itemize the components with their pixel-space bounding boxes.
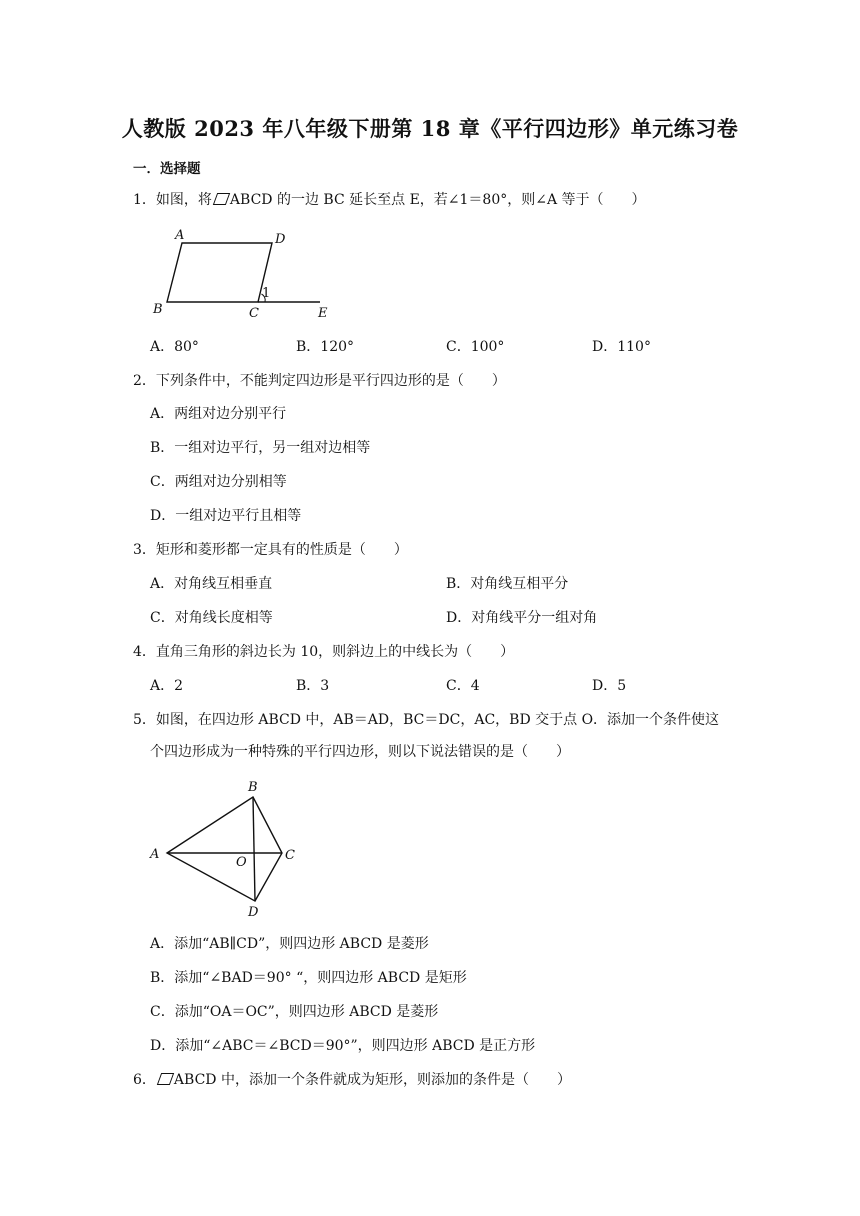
q3-option-d[interactable]: D．对角线平分一组对角: [446, 610, 598, 626]
label-c: C: [249, 306, 259, 321]
label-o: O: [236, 855, 247, 870]
question-1-figure: [145, 225, 345, 325]
q4-option-d[interactable]: D．5: [592, 678, 627, 694]
q3-option-a[interactable]: A．对角线互相垂直: [150, 576, 273, 592]
question-5-line-1: 5．如图，在四边形 ABCD 中，AB＝AD，BC＝DC，AC，BD 交于点 O．添加一个条件使这: [133, 712, 720, 728]
question-1-number: 1．: [133, 192, 156, 208]
parallelogram-symbol-icon: [157, 1073, 174, 1085]
q5-option-d[interactable]: D．添加“∠ABC＝∠BCD＝90°”，则四边形 ABCD 是正方形: [150, 1038, 536, 1054]
q2-option-d[interactable]: D．一组对边平行且相等: [150, 508, 302, 524]
question-5-line-2: 个四边形成为一种特殊的平行四边形，则以下说法错误的是（ ）: [150, 744, 570, 760]
question-6-number: 6．: [133, 1072, 156, 1088]
label-a: A: [150, 847, 160, 862]
label-e: E: [318, 306, 328, 321]
question-6-text: ABCD 中，添加一个条件就成为矩形，则添加的条件是（ ）: [173, 1072, 571, 1088]
parallelogram-symbol-icon: [213, 193, 230, 205]
label-b: B: [153, 302, 163, 317]
kite-shape: [167, 797, 282, 901]
q4-option-b[interactable]: B．3: [296, 678, 330, 694]
label-d: D: [275, 232, 286, 247]
question-1: [133, 191, 646, 209]
question-3: 3．矩形和菱形都一定具有的性质是（ ）: [133, 542, 408, 558]
q1-option-d[interactable]: D．110°: [592, 339, 651, 355]
q1-option-b[interactable]: B．120°: [296, 339, 355, 355]
label-angle-1: 1: [262, 286, 271, 301]
question-6: [133, 1071, 571, 1089]
q5-option-b[interactable]: B．添加“∠BAD＝90° “，则四边形 ABCD 是矩形: [150, 970, 467, 986]
q3-option-b[interactable]: B．对角线互相平分: [446, 576, 569, 592]
question-5-figure: [148, 775, 308, 925]
question-1-text-pre: 如图，将: [155, 192, 212, 208]
label-d: D: [248, 905, 259, 920]
q2-option-b[interactable]: B．一组对边平行，另一组对边相等: [150, 440, 371, 456]
section-heading: 一．选择题: [133, 161, 201, 177]
q1-option-c[interactable]: C．100°: [446, 339, 505, 355]
parallelogram-shape: [167, 243, 272, 302]
q4-option-a[interactable]: A．2: [150, 678, 184, 694]
q2-option-a[interactable]: A．两组对边分别平行: [150, 406, 287, 422]
q1-option-a[interactable]: A．80°: [150, 339, 199, 355]
document-title: 人教版 2023 年八年级下册第 18 章《平行四边形》单元练习卷: [121, 116, 739, 141]
q4-option-c[interactable]: C．4: [446, 678, 480, 694]
question-4: 4．直角三角形的斜边长为 10，则斜边上的中线长为（ ）: [133, 644, 515, 660]
q5-option-a[interactable]: A．添加“AB∥CD”，则四边形 ABCD 是菱形: [150, 936, 429, 952]
label-c: C: [285, 848, 295, 863]
question-1-text: ABCD 的一边 BC 延长至点 E，若∠1＝80°，则∠A 等于（ ）: [229, 192, 646, 208]
label-b: B: [248, 780, 258, 795]
label-a: A: [175, 228, 185, 243]
q2-option-c[interactable]: C．两组对边分别相等: [150, 474, 287, 490]
diagonal-bd: [253, 797, 255, 901]
q3-option-c[interactable]: C．对角线长度相等: [150, 610, 273, 626]
question-2: 2．下列条件中，不能判定四边形是平行四边形的是（ ）: [133, 373, 506, 389]
q5-option-c[interactable]: C．添加“OA＝OC”，则四边形 ABCD 是菱形: [150, 1004, 439, 1020]
